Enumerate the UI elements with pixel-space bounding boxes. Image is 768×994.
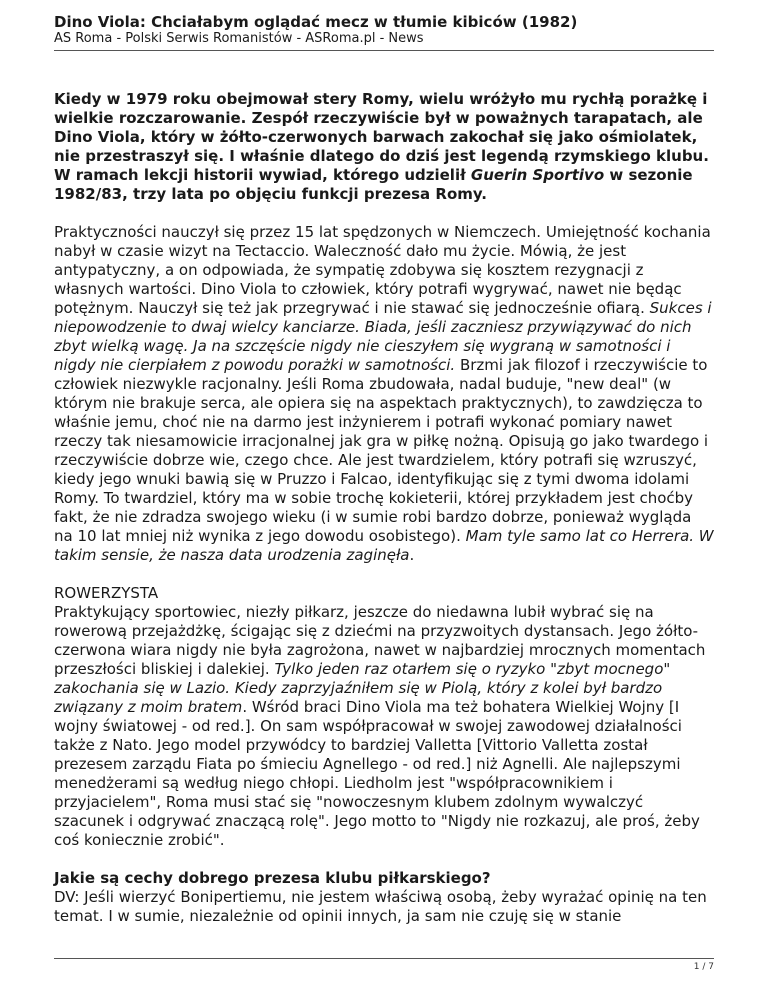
document-title: Dino Viola: Chciałabym oglądać mecz w tłumie kibiców (1982) [54,13,578,31]
lead-paragraph [54,90,714,204]
document-header [54,13,714,47]
quote-italic: Tylko jeden raz otarłem się o ryzyko "zbyt mocnego" zakochania się w Lazio. Kiedy zaprzyjaźniłem się w Piolą, który z kolei był bardzo związany z moim bratem [54,660,671,716]
quote-italic: Sukces i niepowodzenie to dwaj wielcy kanciarze. Biada, jeśli zaczniesz przywiązywać do nich zbyt wielką wagę. Ja na szczęście nigdy nie cieszyłem się wygraną w samotności i nigdy nie cierpiałem z powodu porażki w samotności. [54,299,712,374]
paragraph-text: . [409,546,415,564]
paragraph-intro [54,223,714,565]
site-subtitle: AS Roma - Polski Serwis Romanistów - ASRoma.pl - News [54,31,424,46]
section-heading: ROWERZYSTA [54,584,159,602]
header-divider [54,50,714,51]
interview-question: Jakie są cechy dobrego prezesa klubu piłkarskiego? [54,869,491,887]
lead-italic: Guerin Sportivo [470,166,605,184]
paragraph-cyclist [54,603,714,850]
interview-answer: DV: Jeśli wierzyć Bonipertiemu, nie jestem właściwą osobą, żeby wyrażać opinię na ten temat. I w sumie, niezależnie od opinii innych, ja sam nie czuję się w stanie [54,888,707,925]
paragraph-text: Brzmi jak filozof i rzeczywiście to człowiek niezwykle racjonalny. Jeśli Roma zbudowała, nadal buduje, "new deal" (w którym nie brakuje serca, ale opiera się na aspektach praktycznych), to zawdzięcza to właśnie jemu, choć nie na darmo jest inżynierem i potrafi wykonać pomiary nawet rzeczy tak niesamowicie irracjonalnej jak gra w piłkę nożną. Opisują go jako twardego i rzeczywiście dobrze wie, czego chce. Ale jest twardzielem, który potrafi się wzruszyć, kiedy jego wnuki bawią się w Pruzzo i Falcao, identyfikując się z tymi dwoma idolami Romy. To twardziel, który ma w sobie trochę kokieterii, której przykładem jest choćby fakt, że nie zdradza swojego wieku (i w sumie robi bardzo dobrze, ponieważ wygląda na 10 lat mniej niż wynika z jego dowodu osobistego). [54,356,709,545]
lead-text-end: w sezonie 1982/83, trzy lata po objęciu funkcji prezesa Romy. [54,166,693,203]
lead-text: Kiedy w 1979 roku obejmował stery Romy, wielu wróżyło mu rychłą porażkę i wielkie rozczarowanie. Zespół rzeczywiście był w poważnych tarapatach, ale Dino Viola, który w żółto-czerwonych barwach zakochał się jako ośmiolatek, nie przestraszył się. I właśnie dlatego do dziś jest legendą rzymskiego klubu. W ramach lekcji historii wywiad, którego udzielił [54,90,709,184]
article-body [54,90,714,926]
page-number: 1 / 7 [693,962,714,972]
paragraph-text: Praktykujący sportowiec, niezły piłkarz, jeszcze do niedawna lubił wybrać się na rowerową przejażdżkę, ścigając się z dziećmi na przyzwoitych dystansach. Jego żółto-czerwona wiara nigdy nie była zagrożona, nawet w najbardziej mrocznych momentach przeszłości bliskiej i dalekiej. [54,603,706,678]
quote-italic: Mam tyle samo lat co Herrera. W takim sensie, że nasza data urodzenia zaginęła [54,527,714,564]
footer-divider [54,958,714,959]
paragraph-text: Praktyczności nauczył się przez 15 lat spędzonych w Niemczech. Umiejętność kochania nabył w czasie wizyt na Tectaccio. Waleczność dało mu życie. Mówią, że jest antypatyczny, a on odpowiada, że sympatię zdobywa się kosztem rezygnacji z własnych wartości. Dino Viola to człowiek, który potrafi wygrywać, nawet nie będąc potężnym. Nauczył się też jak przegrywać i nie stawać się jednocześnie ofiarą. [54,223,711,317]
paragraph-text: . Wśród braci Dino Viola ma też bohatera Wielkiej Wojny [I wojny światowej - od red.]. On sam współpracował w swojej zawodowej działalności także z Nato. Jego model przywódcy to bardziej Valletta [Vittorio Valletta został prezesem zarządu Fiata po śmieciu Agnellego - od red.] niż Agnelli. Ale najlepszymi menedżerami są według niego chłopi. Liedholm jest "współpracownikiem i przyjacielem", Roma musi stać się "nowoczesnym klubem zdolnym wywalczyć szacunek i odgrywać znaczącą rolę". Jego motto to "Nigdy nie rozkazuj, ale proś, żeby coś koniecznie zrobić". [54,698,700,849]
